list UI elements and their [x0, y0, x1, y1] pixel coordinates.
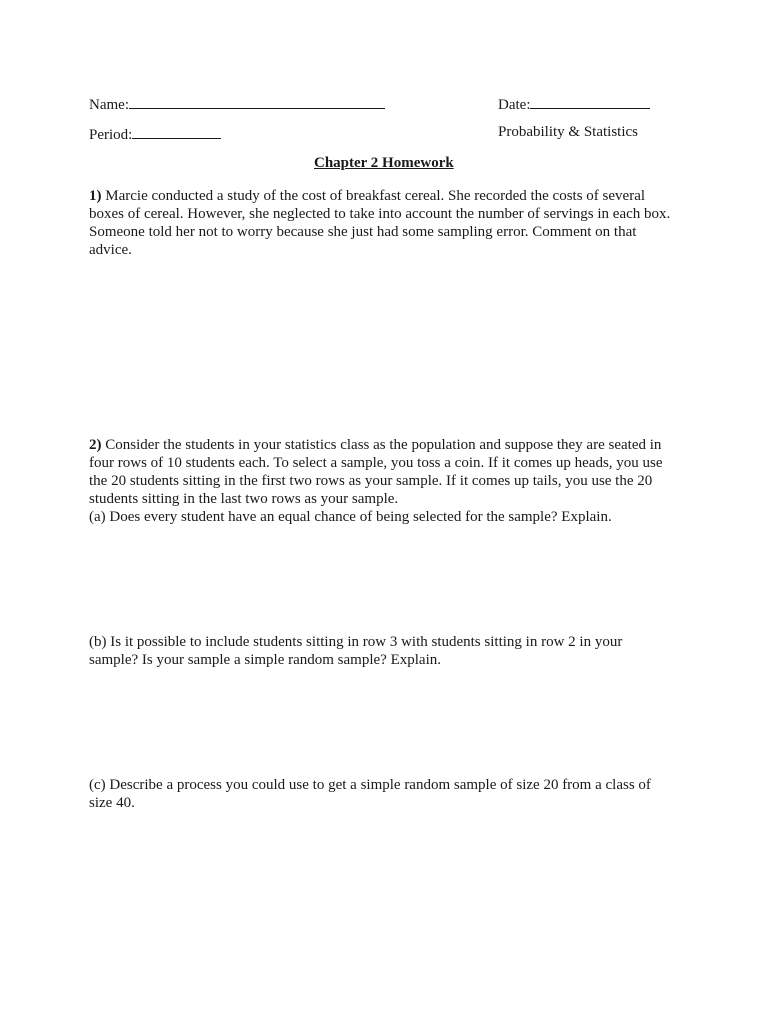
question-2c [89, 776, 679, 812]
date-blank-line[interactable] [530, 94, 650, 109]
name-label: Name: [89, 97, 129, 113]
question-2b-line-1: (b) Is it possible to include students sitting in row 3 with students sitting in row 2 in your [89, 634, 623, 650]
question-2-number: 2) [89, 437, 102, 453]
question-1-line-1: 1) Marcie conducted a study of the cost of breakfast cereal. She recorded the costs of several [89, 188, 646, 204]
question-2-line-4: students sitting in the last two rows as your sample. [89, 491, 399, 507]
question-2c-line-1: (c) Describe a process you could use to get a simple random sample of size 20 from a class of [89, 777, 651, 793]
name-blank-line[interactable] [129, 94, 385, 109]
question-1 [89, 187, 679, 259]
course-name: Probability & Statistics [498, 124, 639, 140]
name-field[interactable] [89, 94, 385, 114]
date-field[interactable] [498, 94, 650, 114]
question-2-line-3: the 20 students sitting in the first two rows as your sample. If it comes up tails, you use the 20 [89, 473, 653, 489]
question-2b-line-2: sample? Is your sample a simple random sample? Explain. [89, 652, 441, 668]
page-title: Chapter 2 Homework [314, 155, 454, 171]
question-2-line-2: four rows of 10 students each. To select a sample, you toss a coin. If it comes up heads, you use [89, 455, 663, 471]
period-field[interactable] [89, 124, 221, 144]
question-1-line-3: Someone told her not to worry because she just had some sampling error. Comment on that [89, 224, 637, 240]
question-2a-line: (a) Does every student have an equal chance of being selected for the sample? Explain. [89, 509, 612, 525]
question-1-number: 1) [89, 188, 102, 204]
question-2c-line-2: size 40. [89, 795, 135, 811]
question-1-line-2: boxes of cereal. However, she neglected to take into account the number of servings in each box. [89, 206, 671, 222]
date-label: Date: [498, 97, 531, 113]
question-2b [89, 633, 679, 669]
question-2-line-1: 2) Consider the students in your statistics class as the population and suppose they are seated in [89, 437, 662, 453]
question-2 [89, 436, 679, 526]
question-1-line-4: advice. [89, 242, 132, 258]
period-blank-line[interactable] [132, 124, 221, 139]
period-label: Period: [89, 127, 133, 143]
